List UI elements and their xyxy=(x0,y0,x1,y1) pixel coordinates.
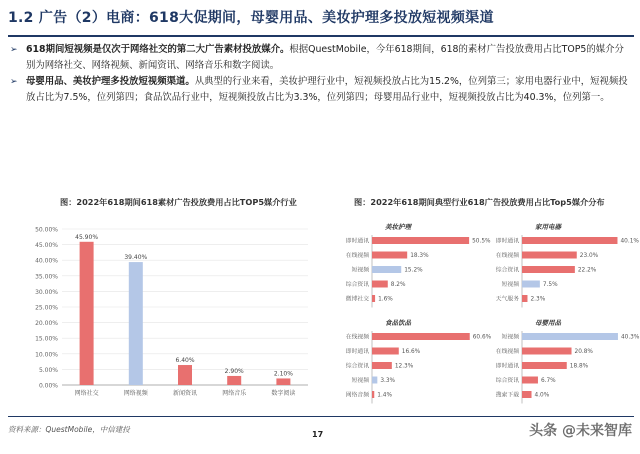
category-label: 综合资讯 xyxy=(345,363,369,370)
arrow-bullet-icon: ➢ xyxy=(10,45,18,55)
bar xyxy=(80,242,94,385)
category-label: 即时通讯 xyxy=(345,349,369,355)
y-tick-label: 20.00% xyxy=(35,320,58,328)
category-label: 短视频 xyxy=(501,334,519,341)
bar xyxy=(522,281,540,288)
bar xyxy=(522,377,538,384)
bar-value-label: 2.10% xyxy=(273,370,293,378)
bar-value-label: 40.1% xyxy=(620,238,639,245)
bar xyxy=(372,362,392,369)
page-title: 1.2 广告（2）电商：618大促期间，母婴用品、美妆护理多投放短视频渠道 xyxy=(8,10,494,26)
bar xyxy=(276,378,290,385)
category-label: 网络音频 xyxy=(345,392,369,399)
bar xyxy=(372,237,469,244)
bar-value-label: 2.90% xyxy=(224,367,244,375)
category-label: 综合资讯 xyxy=(495,378,519,384)
y-tick-label: 0.00% xyxy=(38,382,58,390)
bar-value-label: 15.2% xyxy=(404,267,423,274)
y-tick-label: 50.00% xyxy=(35,226,58,234)
category-label: 综合资讯 xyxy=(495,267,519,274)
bullet-item-1 xyxy=(10,42,632,74)
page-number: 17 xyxy=(312,430,324,439)
y-tick-label: 5.00% xyxy=(38,366,58,374)
left-bar-chart xyxy=(18,215,318,415)
category-label: 即时通讯 xyxy=(345,238,369,245)
bar-value-label: 39.40% xyxy=(124,254,148,262)
bar xyxy=(178,365,192,385)
category-label: 短视频 xyxy=(501,282,519,288)
bar xyxy=(522,348,572,355)
x-tick-label: 新闻资讯 xyxy=(172,390,198,397)
bar-value-label: 6.40% xyxy=(175,357,195,365)
x-tick-label: 网络视频 xyxy=(123,390,148,397)
y-tick-label: 10.00% xyxy=(35,351,58,359)
bar-value-label: 60.6% xyxy=(472,334,492,341)
bar xyxy=(522,266,575,273)
category-label: 在线视频 xyxy=(495,349,519,355)
small-chart-4 xyxy=(496,319,640,404)
bar xyxy=(522,362,567,369)
right-chart-title: 图：2022年618期间典型行业618广告投放费用占比Top5媒介分布 xyxy=(354,197,605,207)
bullet-list xyxy=(10,42,632,106)
small-chart-3 xyxy=(346,319,492,404)
bar xyxy=(372,266,401,273)
small-chart-title: 美妆护理 xyxy=(385,223,411,231)
bar xyxy=(129,262,143,385)
bar xyxy=(372,281,388,288)
watermark: 头条 @未来智库 xyxy=(529,423,632,439)
bar xyxy=(372,348,399,355)
right-bar-charts xyxy=(330,215,640,415)
bar-value-label: 1.6% xyxy=(378,296,393,303)
x-tick-label: 数字阅读 xyxy=(271,390,296,397)
bar xyxy=(522,333,618,340)
footer-divider xyxy=(8,416,634,417)
y-tick-label: 45.00% xyxy=(35,242,58,250)
category-label: 天气服务 xyxy=(495,296,519,303)
bar-value-label: 6.7% xyxy=(540,378,556,384)
y-tick-label: 35.00% xyxy=(35,273,58,281)
bar-value-label: 1.4% xyxy=(377,392,392,399)
bar xyxy=(522,295,527,302)
bar-value-label: 45.90% xyxy=(75,233,99,241)
title-divider xyxy=(8,35,634,37)
y-tick-label: 40.00% xyxy=(35,257,58,265)
bar-value-label: 7.5% xyxy=(542,282,558,288)
small-chart-title: 食品饮品 xyxy=(385,319,411,327)
bullet-2-text: 从典型的行业来看，美妆护理行业中，短视频投放占比为15.2%，位列第三；家用电器行业中，短视频投放占比为7.5%，位列第四；食品饮品行业中，短视频投放占比为3.3%，位列第四；母婴用品行业中，短视频投放占比为40.3%，位列第一。 xyxy=(26,76,628,103)
bar-value-label: 3.3% xyxy=(380,378,396,384)
bar-value-label: 16.6% xyxy=(401,349,421,355)
category-label: 即时通讯 xyxy=(495,363,519,370)
y-tick-label: 25.00% xyxy=(35,304,58,312)
bullet-1-lead: 618期间短视频是仅次于网络社交的第二大广告素材投放媒介。 xyxy=(26,44,290,55)
small-chart-1 xyxy=(346,223,491,308)
bar-value-label: 23.0% xyxy=(579,253,599,259)
bar-value-label: 18.3% xyxy=(410,253,429,259)
bar-value-label: 22.2% xyxy=(577,267,597,274)
x-tick-label: 网络音乐 xyxy=(222,390,247,397)
bar xyxy=(522,391,532,398)
category-label: 在线视频 xyxy=(495,253,519,259)
bar-value-label: 8.2% xyxy=(390,282,406,288)
bar xyxy=(372,252,407,259)
bar-value-label: 12.3% xyxy=(394,363,414,370)
bar-value-label: 2.3% xyxy=(530,296,546,303)
x-tick-label: 网络社交 xyxy=(74,390,99,397)
left-chart-title: 图：2022年618期间618素材广告投放费用占比TOP5媒介行业 xyxy=(60,197,297,207)
bar-value-label: 18.8% xyxy=(569,363,589,370)
bar xyxy=(227,376,241,385)
small-chart-2 xyxy=(496,223,640,308)
bar-value-label: 50.5% xyxy=(472,238,491,245)
small-chart-title: 母婴用品 xyxy=(535,319,561,327)
y-tick-label: 30.00% xyxy=(35,288,58,296)
category-label: 短视频 xyxy=(351,378,369,384)
bar xyxy=(522,252,577,259)
category-label: 微博社交 xyxy=(345,296,369,303)
bar-value-label: 4.0% xyxy=(534,392,550,399)
category-label: 在线视频 xyxy=(345,334,369,341)
bar xyxy=(372,333,470,340)
bar-value-label: 20.8% xyxy=(574,349,593,355)
category-label: 在线视频 xyxy=(345,253,369,259)
bullet-item-2 xyxy=(10,74,632,106)
category-label: 即时通讯 xyxy=(495,238,519,245)
bullet-1-text: 根据QuestMobile，今年618期间，618的素材广告投放费用占比TOP5的媒介分别为网络社交、网络视频、新闻资讯、网络音乐和数字阅读。 xyxy=(26,44,624,71)
small-chart-title: 家用电器 xyxy=(535,223,561,231)
source-note: 资料来源：QuestMobile，中信建投 xyxy=(8,425,130,434)
bar xyxy=(372,377,377,384)
bar xyxy=(372,391,374,398)
bar-value-label: 40.3% xyxy=(620,334,640,341)
y-tick-label: 15.00% xyxy=(35,335,58,343)
category-label: 综合资讯 xyxy=(345,282,369,288)
bullet-2-lead: 母婴用品、美妆护理多投放短视频渠道。 xyxy=(26,76,195,87)
bar xyxy=(522,237,617,244)
arrow-bullet-icon: ➢ xyxy=(10,77,18,87)
bar xyxy=(372,295,375,302)
category-label: 短视频 xyxy=(351,267,369,274)
category-label: 搜索下载 xyxy=(495,392,519,399)
